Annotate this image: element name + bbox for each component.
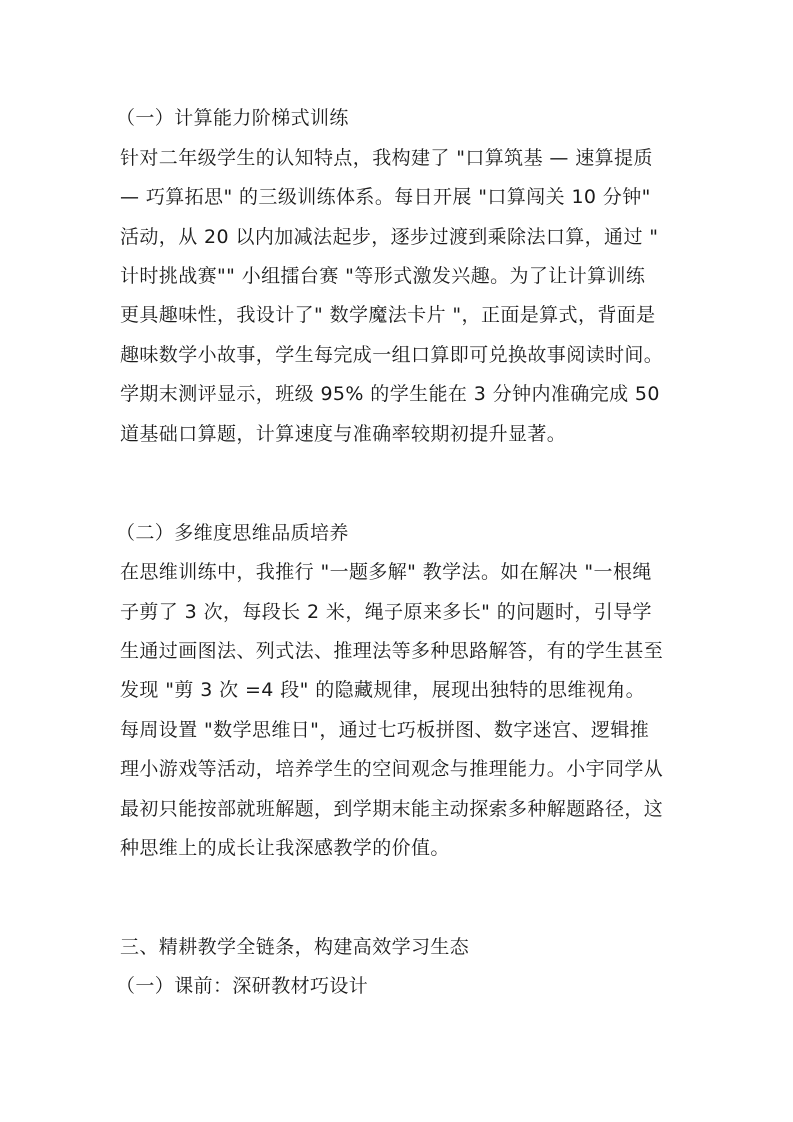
paragraph-line: 每周设置 "数学思维日"，通过七巧板拼图、数字迷宫、逻辑推 xyxy=(120,719,650,741)
paragraph-line: 道基础口算题，计算速度与准确率较期初提升显著。 xyxy=(120,423,567,445)
paragraph-line: 在思维训练中，我推行 "一题多解" 教学法。如在解决 "一根绳 xyxy=(120,561,652,583)
paragraph-line: 种思维上的成长让我深感教学的价值。 xyxy=(120,837,450,859)
paragraph-line: 发现 "剪 3 次 =4 段" 的隐藏规律，展现出独特的思维视角。 xyxy=(120,679,646,701)
section-two-heading: （二）多维度思维品质培养 xyxy=(116,522,349,544)
paragraph-line: 生通过画图法、列式法、推理法等多种思路解答，有的学生甚至 xyxy=(120,640,664,662)
paragraph-line: — 巧算拓思" 的三级训练体系。每日开展 "口算闯关 10 分钟" xyxy=(120,186,651,208)
paragraph-line: 最初只能按部就班解题，到学期末能主动探索多种解题路径，这 xyxy=(120,798,664,820)
paragraph-line: 学期末测评显示，班级 95% 的学生能在 3 分钟内准确完成 50 xyxy=(120,383,660,405)
section-three-subheading: （一）课前：深研教材巧设计 xyxy=(116,975,369,997)
paragraph-line: 计时挑战赛"" 小组擂台赛 "等形式激发兴趣。为了让计算训练 xyxy=(120,265,646,287)
section-three-heading: 三、精耕教学全链条，构建高效学习生态 xyxy=(120,936,470,958)
paragraph-line: 活动，从 20 以内加减法起步，逐步过渡到乘除法口算，通过 " xyxy=(120,226,659,248)
paragraph-line: 理小游戏等活动，培养学生的空间观念与推理能力。小宇同学从 xyxy=(120,758,664,780)
paragraph-line: 趣味数学小故事，学生每完成一组口算即可兑换故事阅读时间。 xyxy=(120,344,664,366)
paragraph-line: 针对二年级学生的认知特点，我构建了 "口算筑基 — 速算提质 xyxy=(120,147,653,169)
section-one-heading: （一）计算能力阶梯式训练 xyxy=(116,107,349,129)
paragraph-line: 更具趣味性，我设计了" 数学魔法卡片 "，正面是算式，背面是 xyxy=(120,304,656,326)
paragraph-line: 子剪了 3 次，每段长 2 米，绳子原来多长" 的问题时，引导学 xyxy=(120,601,652,623)
